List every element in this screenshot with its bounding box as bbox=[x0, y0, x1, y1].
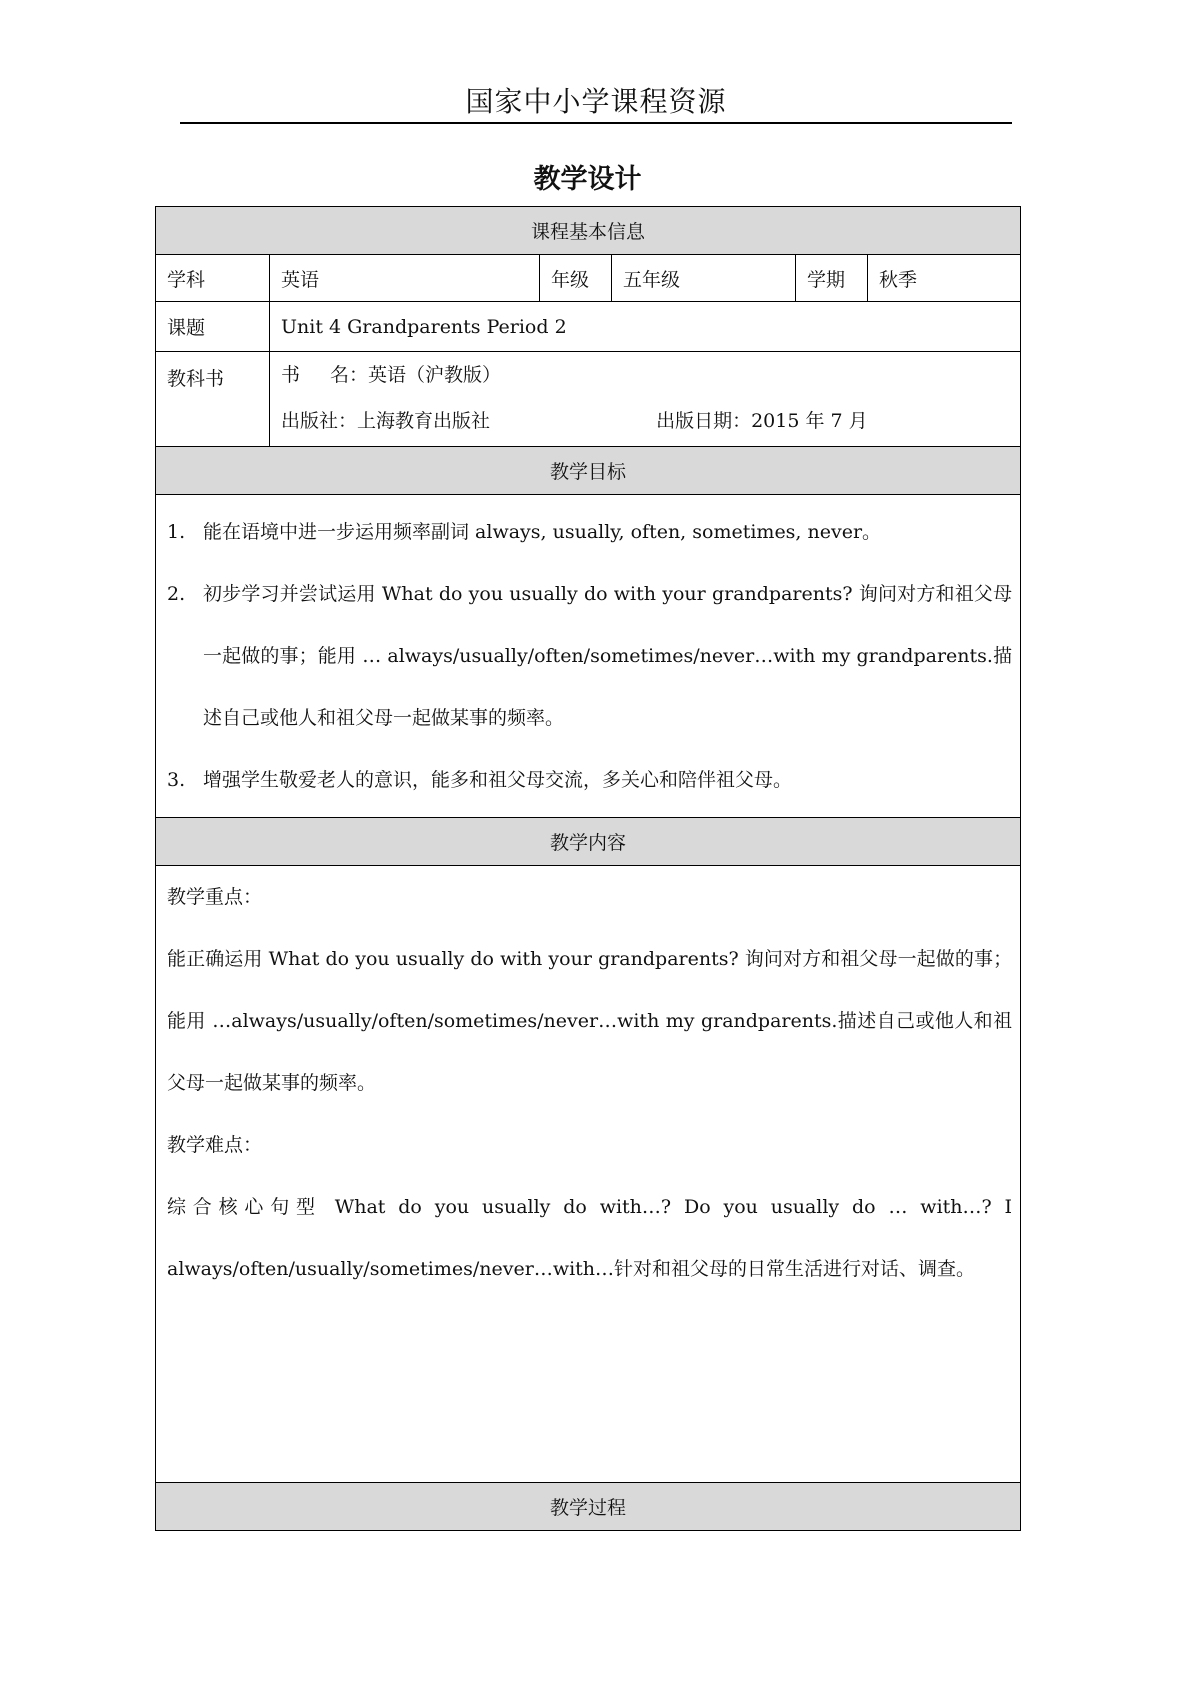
key-points-text: 能正确运用 What do you usually do with your grandparents? 询问对方和祖父母一起做的事；能用 …always/usually/often/sometimes/never…with my grandparents.描述自己或他人和祖父母一起做某事的频率。 bbox=[167, 948, 1013, 1094]
goal-number: 2. bbox=[167, 583, 186, 605]
goal-item bbox=[167, 563, 1012, 749]
publisher-value: 上海教育出版社 bbox=[357, 410, 491, 432]
goal-text: 初步学习并尝试运用 What do you usually do with your grandparents? 询问对方和祖父母一起做的事；能用 … always/usually/often/sometimes/never…with my grandparents.描述自己或他人和祖父母一起做某事的频率。 bbox=[203, 583, 1013, 729]
goals-list bbox=[156, 495, 1021, 818]
grade-value: 五年级 bbox=[612, 255, 796, 302]
grade-label: 年级 bbox=[540, 255, 612, 302]
term-label: 学期 bbox=[796, 255, 868, 302]
textbook-details bbox=[270, 352, 1021, 447]
section-content: 教学内容 bbox=[156, 818, 1021, 866]
content-body bbox=[156, 866, 1021, 1483]
publish-date-label: 出版日期： bbox=[656, 410, 752, 432]
term-value: 秋季 bbox=[868, 255, 1021, 302]
section-process: 教学过程 bbox=[156, 1483, 1021, 1531]
goal-text: 增强学生敬爱老人的意识，能多和祖父母交流，多关心和陪伴祖父母。 bbox=[203, 769, 793, 791]
section-row-process bbox=[156, 1483, 1021, 1531]
header-rule bbox=[180, 122, 1012, 124]
publisher-label: 出版社： bbox=[281, 410, 358, 432]
content-row bbox=[156, 866, 1021, 1483]
info-row bbox=[156, 255, 1021, 302]
textbook-row bbox=[156, 352, 1021, 447]
goal-text: 能在语境中进一步运用频率副词 always, usually, often, sometimes, never。 bbox=[203, 521, 882, 543]
subject-label: 学科 bbox=[156, 255, 270, 302]
book-name-label-2: 名： bbox=[330, 364, 369, 386]
book-name-value: 英语（沪教版） bbox=[368, 364, 502, 386]
section-row-basic-info bbox=[156, 207, 1021, 255]
key-points-label: 教学重点： bbox=[167, 886, 263, 908]
goal-number: 3. bbox=[167, 769, 186, 791]
section-row-content bbox=[156, 818, 1021, 866]
section-basic-info: 课程基本信息 bbox=[156, 207, 1021, 255]
section-row-goals bbox=[156, 447, 1021, 495]
section-goals: 教学目标 bbox=[156, 447, 1021, 495]
textbook-label: 教科书 bbox=[156, 352, 270, 447]
book-name-line bbox=[270, 352, 1020, 398]
topic-value: Unit 4 Grandparents Period 2 bbox=[270, 302, 1021, 352]
difficult-points-text: 综合核心句型 What do you usually do with…? Do you usually do … with…? I always/often/usually/sometimes/never…with…针对和祖父母的日常生活进行对话、调查。 bbox=[167, 1196, 1013, 1280]
publish-date bbox=[656, 398, 868, 444]
publisher-line bbox=[270, 398, 1020, 444]
document-title: 教学设计 bbox=[533, 164, 642, 195]
subject-value: 英语 bbox=[270, 255, 540, 302]
topic-row bbox=[156, 302, 1021, 352]
goal-item bbox=[167, 501, 1012, 563]
header-title: 国家中小学课程资源 bbox=[465, 85, 727, 118]
goal-number: 1. bbox=[167, 521, 186, 543]
goals-row bbox=[156, 495, 1021, 818]
publish-date-value: 2015 年 7 月 bbox=[751, 410, 868, 432]
difficult-points-label: 教学难点： bbox=[167, 1134, 263, 1156]
book-name-label: 书 bbox=[281, 364, 301, 386]
goal-item bbox=[167, 749, 1012, 811]
topic-label: 课题 bbox=[156, 302, 270, 352]
lesson-table bbox=[155, 206, 1021, 1531]
